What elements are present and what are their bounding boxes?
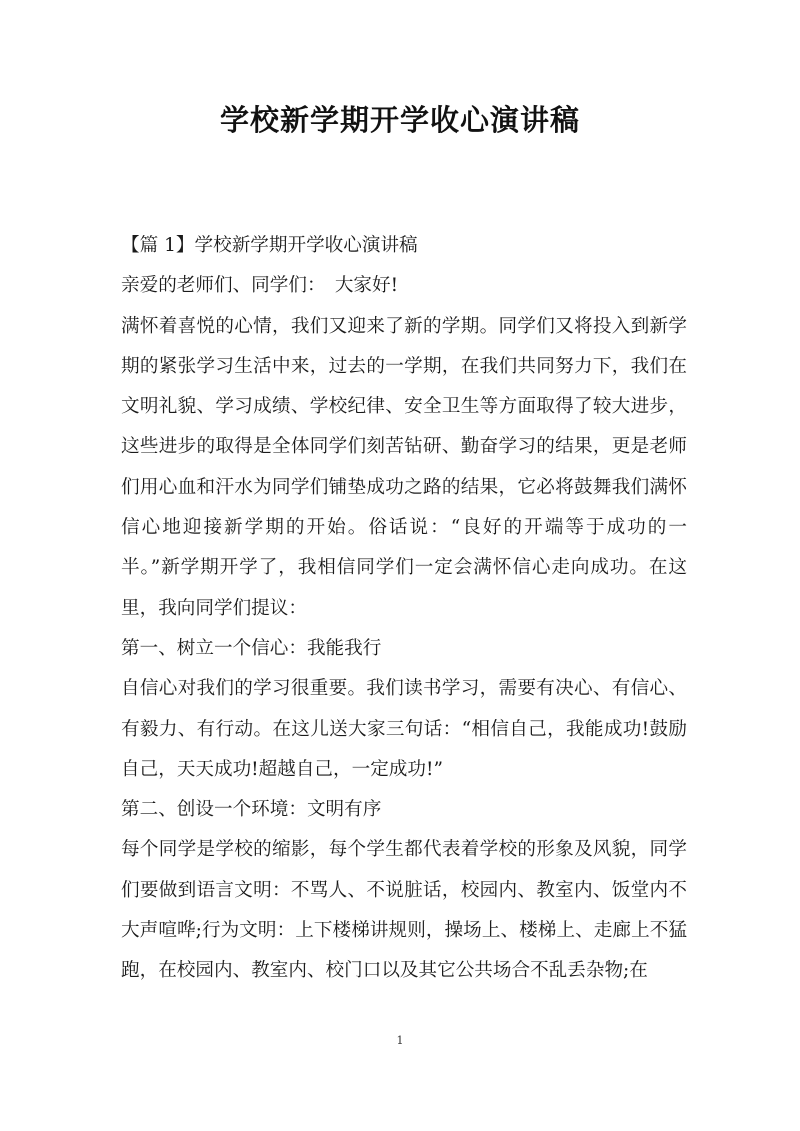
section-heading: 【篇 1】学校新学期开学收心演讲稿 [121, 235, 418, 256]
intro-paragraph: 满怀着喜悦的心情，我们又迎来了新的学期。同学们又将投入到新学期的紧张学习生活中来，过去的一学期，在我们共同努力下，我们在文明礼貌、学习成绩、学校纪律、安全卫生等方面取得了较大进步，这些进步的取得是全体同学们刻苦钻研、勤奋学习的结果，更是老师们用心血和汗水为同学们铺垫成功之路的结果，它必将鼓舞我们满怀信心地迎接新学期的开始。俗话说：“良好的开端等于成功的一半。”新学期开学了，我相信同学们一定会满怀信心走向成功。在这里，我向同学们提议： [121, 315, 687, 619]
point-two-paragraph: 每个同学是学校的缩影，每个学生都代表着学校的形象及风貌，同学们要做到语言文明：不骂人、不说脏话，校园内、教室内、饭堂内不大声喧哗;行为文明：上下楼梯讲规则，操场上、楼梯上、走廊上不猛跑，在校园内、教室内、校门口以及其它公共场合不乱丢杂物;在 [121, 839, 687, 982]
greeting-paragraph: 亲爱的老师们、同学们： 大家好! [121, 275, 399, 297]
document-body [121, 226, 687, 992]
point-one-paragraph: 自信心对我们的学习很重要。我们读书学习，需要有决心、有信心、有毅力、有行动。在这儿送大家三句话：“相信自己，我能成功!鼓励自己，天天成功!超越自己，一定成功!” [121, 678, 687, 780]
point-one-heading: 第一、树立一个信心：我能我行 [121, 637, 382, 659]
page-number: 1 [396, 1034, 404, 1047]
document-title: 学校新学期开学收心演讲稿 [219, 103, 580, 137]
point-two-heading: 第二、创设一个环境：文明有序 [121, 799, 382, 821]
